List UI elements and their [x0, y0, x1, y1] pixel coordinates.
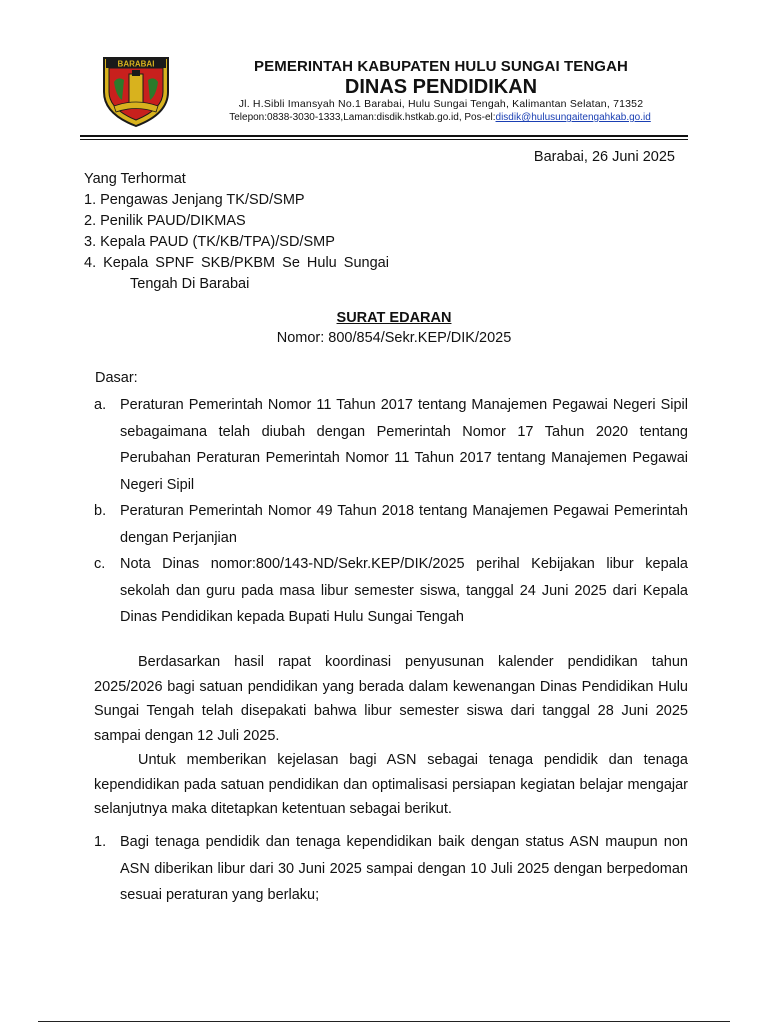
recipient-item: 4. Kepala SPNF SKB/PKBM Se Hulu Sungai	[84, 255, 389, 271]
contact-text: Telepon:0838-3030-1333,Laman:disdik.hstkab.go.id, Pos-el:	[229, 112, 496, 123]
recipient-item: 2. Penilik PAUD/DIKMAS	[84, 213, 246, 229]
list-item	[94, 498, 688, 551]
logo-text: BARABAI	[117, 59, 155, 69]
letterhead-government: PEMERINTAH KABUPATEN HULU SUNGAI TENGAH	[254, 58, 628, 75]
letter-number: Nomor: 800/854/Sekr.KEP/DIK/2025	[276, 330, 512, 346]
dasar-list	[94, 392, 688, 631]
recipient-item: 3. Kepala PAUD (TK/KB/TPA)/SD/SMP	[84, 234, 335, 250]
list-text: Nota Dinas nomor:800/143-ND/Sekr.KEP/DIK/2025 perihal Kebijakan libur kepala sekolah dan guru pada masa libur semester siswa, tanggal 24 Juni 2025 dari Kepala Dinas Pendidikan kepada Bupati Hulu Sungai Tengah	[120, 556, 688, 625]
paragraph: Berdasarkan hasil rapat koordinasi penyusunan kalender pendidikan tahun 2025/2026 bagi satuan pendidikan yang berada dalam kewenangan Dinas Pendidikan Hulu Sungai Tengah telah disepakati bahwa libur semester siswa dari tanggal 28 Juni 2025 sampai dengan 12 Juli 2025.	[94, 654, 688, 744]
list-item	[94, 829, 688, 909]
list-marker: b.	[94, 503, 107, 519]
recipients-block	[84, 169, 389, 295]
email-link[interactable]: disdik@hulusungaitengahkab.go.id	[495, 112, 651, 123]
list-text: Peraturan Pemerintah Nomor 49 Tahun 2018 tentang Manajemen Pegawai Pemerintah dengan Perjanjian	[120, 503, 688, 546]
dasar-label: Dasar:	[95, 370, 138, 386]
page-bottom-rule	[38, 1021, 730, 1022]
list-text: Bagi tenaga pendidik dan tenaga kependidikan baik dengan status ASN maupun non ASN diberikan libur dari 30 Juni 2025 sampai dengan 10 Juli 2025 dengan berpedoman sesuai peraturan yang berlaku;	[120, 834, 688, 903]
letterhead-address: Jl. H.Sibli Imansyah No.1 Barabai, Hulu Sungai Tengah, Kalimantan Selatan, 71352	[238, 98, 644, 110]
letterhead-contact	[190, 112, 690, 123]
ketentuan-list	[94, 829, 688, 909]
list-text: Peraturan Pemerintah Nomor 11 Tahun 2017 tentang Manajemen Pegawai Negeri Sipil sebagaimana telah diubah dengan Pemerintah Nomor 17 Tahun 2020 tentang Perubahan Peraturan Pemerintah Nomor 11 Tahun 2017 tentang Manajemen Pegawai Negeri Sipil	[120, 397, 688, 493]
letterhead-agency: DINAS PENDIDIKAN	[344, 76, 538, 98]
list-item	[94, 392, 688, 498]
barabai-logo	[98, 52, 174, 128]
list-item	[94, 551, 688, 631]
salutation: Yang Terhormat	[84, 171, 186, 187]
letter-title: SURAT EDARAN	[336, 310, 452, 326]
list-marker: c.	[94, 556, 106, 572]
paragraph: Untuk memberikan kejelasan bagi ASN sebagai tenaga pendidik dan tenaga kependidikan pada satuan pendidikan dan optimalisasi persiapan kegiatan belajar mengajar selanjutnya maka ditetapkan ketentuan sebagai berikut.	[94, 752, 688, 817]
body-paragraphs	[94, 650, 688, 822]
recipient-item: 1. Pengawas Jenjang TK/SD/SMP	[84, 192, 305, 208]
letter-date: Barabai, 26 Juni 2025	[533, 149, 675, 165]
list-marker: 1.	[94, 834, 107, 850]
list-marker: a.	[94, 397, 107, 413]
letterhead-rule-thin	[80, 139, 688, 140]
letterhead-rule-thick	[80, 135, 688, 137]
recipient-continuation: Tengah Di Barabai	[130, 276, 250, 292]
